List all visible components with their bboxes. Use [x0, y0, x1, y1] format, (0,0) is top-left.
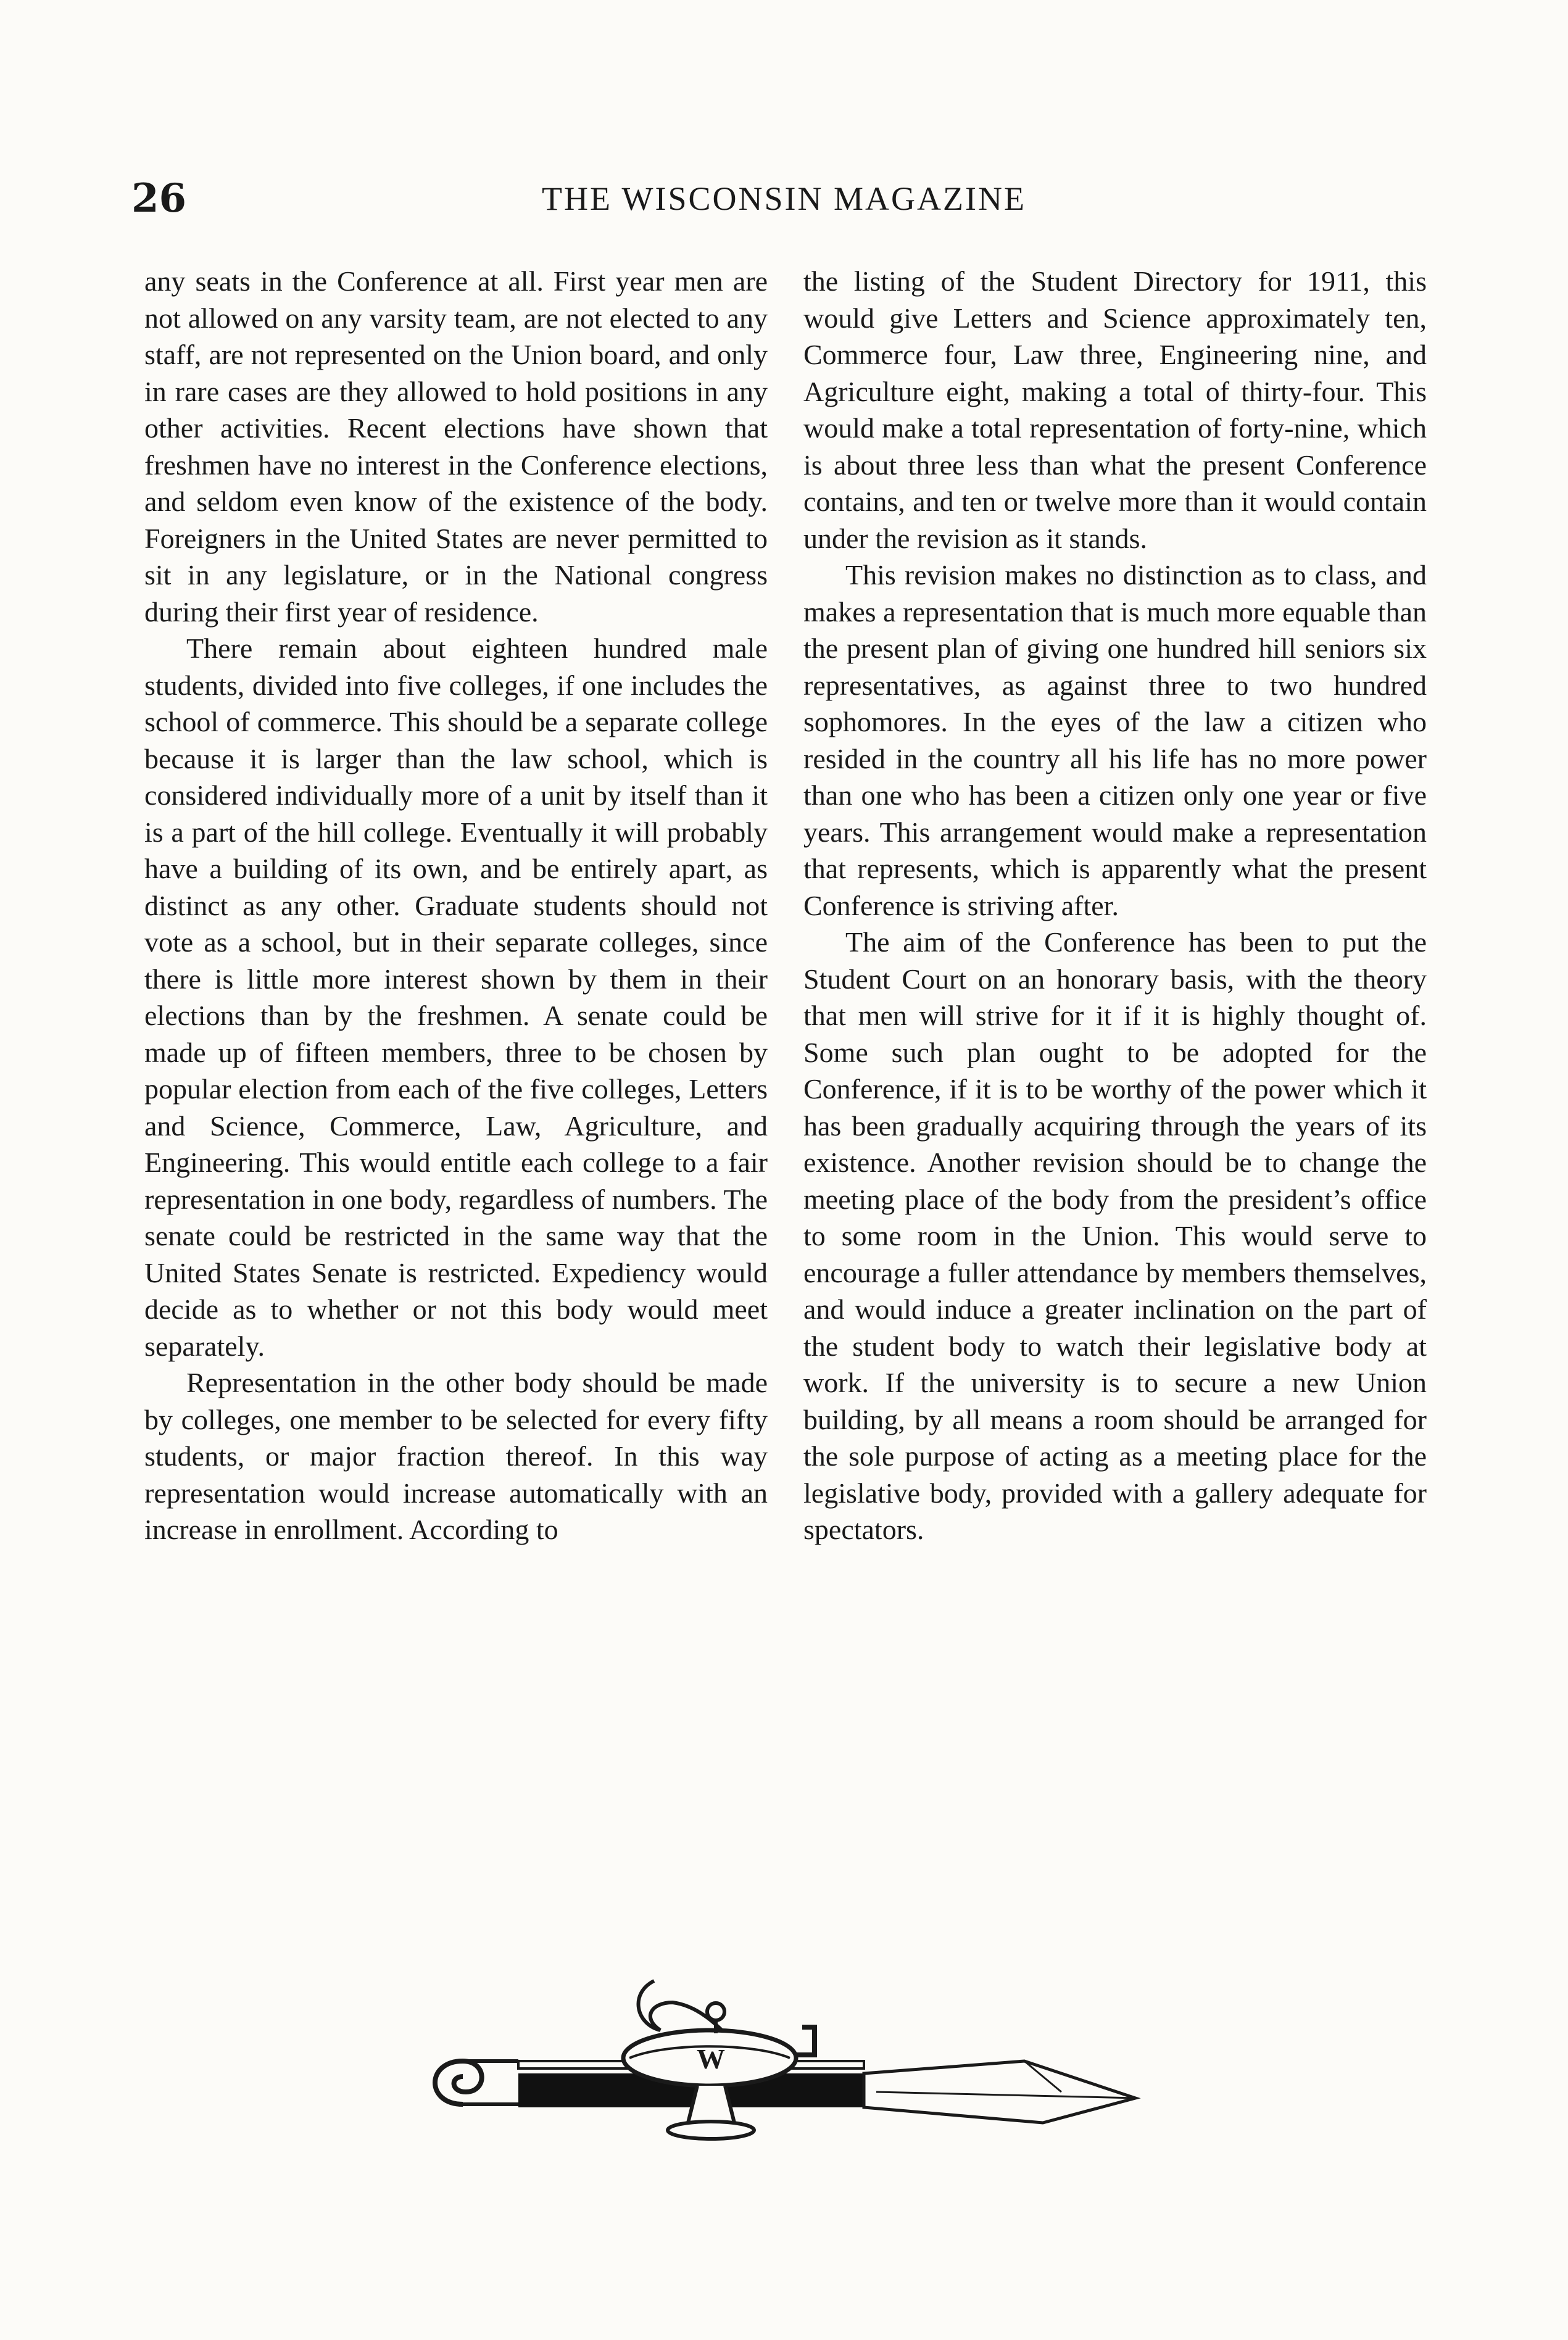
paragraph: The aim of the Conference has been to put the Student Court on an honorary basis, with the theory that men will strive for it if it is highly thought of. Some such plan ought to be adopted for the Conference, if it is to be worthy of the power which it has been gradually acquiring through the years of its existence. Another revision should be to change the meeting place of the body from the president’s office to some room in the Union. This would serve to encourage a fuller attendance by members themselves, and would induce a greater inclination on the part of the student body to watch their legislative body at work. If the university is to secure a new Union building, by all means a room should be arranged for the sole purpose of acting as a meeting place for the legislative body, provided with a gallery adequate for spectators.: [803, 926, 1427, 1545]
paragraph: This revision makes no distinction as to class, and makes a representation that is much more equable than the present plan of giving one hundred hill seniors six representatives, as against three to two hundred sophomores. In the eyes of the law a citizen who resided in the country all his life has no more power than one who has been a citizen only one year or five years. This arrangement would make a representation that represents, which is apparently what the present Conference is striving after.: [803, 559, 1427, 921]
right-column: [803, 263, 1427, 1548]
running-head-title: THE WISCONSIN MAGAZINE: [542, 180, 1026, 217]
lamp-of-learning-ornament: [407, 1969, 1172, 2166]
lamp-letter: W: [697, 2043, 725, 2075]
page-header: [0, 168, 1568, 230]
paragraph: Representation in the other body should be made by colleges, one member to be selected for every fifty students, or major fraction thereof. In this way representation would increase automatically with an increase in enrollment. According to: [144, 1367, 768, 1545]
paragraph: There remain about eighteen hundred male students, divided into five colleges, if one includes the school of commerce. This should be a separate college because it is larger than the law school, which is considered individually more of a unit by itself than it is a part of the hill college. Eventually it will probably have a building of its own, and be entirely apart, as distinct as any other. Graduate students should not vote as a school, but in their separate colleges, since there is little more interest shown by them in their elections than by the freshmen. A senate could be made up of fifteen members, three to be chosen by popular election from each of the five colleges, Letters and Science, Commerce, Law, Agriculture, and Engineering. This would entitle each college to a fair representation in one body, regardless of numbers. The senate could be restricted in the same way that the United States Senate is restricted. Expediency would decide as to whether or not this body would meet separately.: [144, 633, 768, 1362]
left-column: [144, 263, 768, 1548]
page-number: 26: [131, 175, 187, 222]
paragraph: the listing of the Student Directory for 1911, this would give Letters and Science approximately ten, Commerce four, Law three, Engineering nine, and Agriculture eight, making a total of thirty-four. This would make a total representation of forty-nine, which is about three less than what the present Conference contains, and ten or twelve more than it would contain under the revision as it stands.: [803, 265, 1427, 554]
paragraph: any seats in the Conference at all. First year men are not allowed on any varsity team, are not elected to any staff, are not represented on the Union board, and only in rare cases are they allowed to hold positions in any other activities. Recent elections have shown that freshmen have no interest in the Conference elections, and seldom even know of the existence of the body. Foreigners in the United States are never permitted to sit in any legislature, or in the National congress during their first year of residence.: [144, 265, 768, 628]
lamp-ornament-icon: [407, 1969, 1172, 2166]
